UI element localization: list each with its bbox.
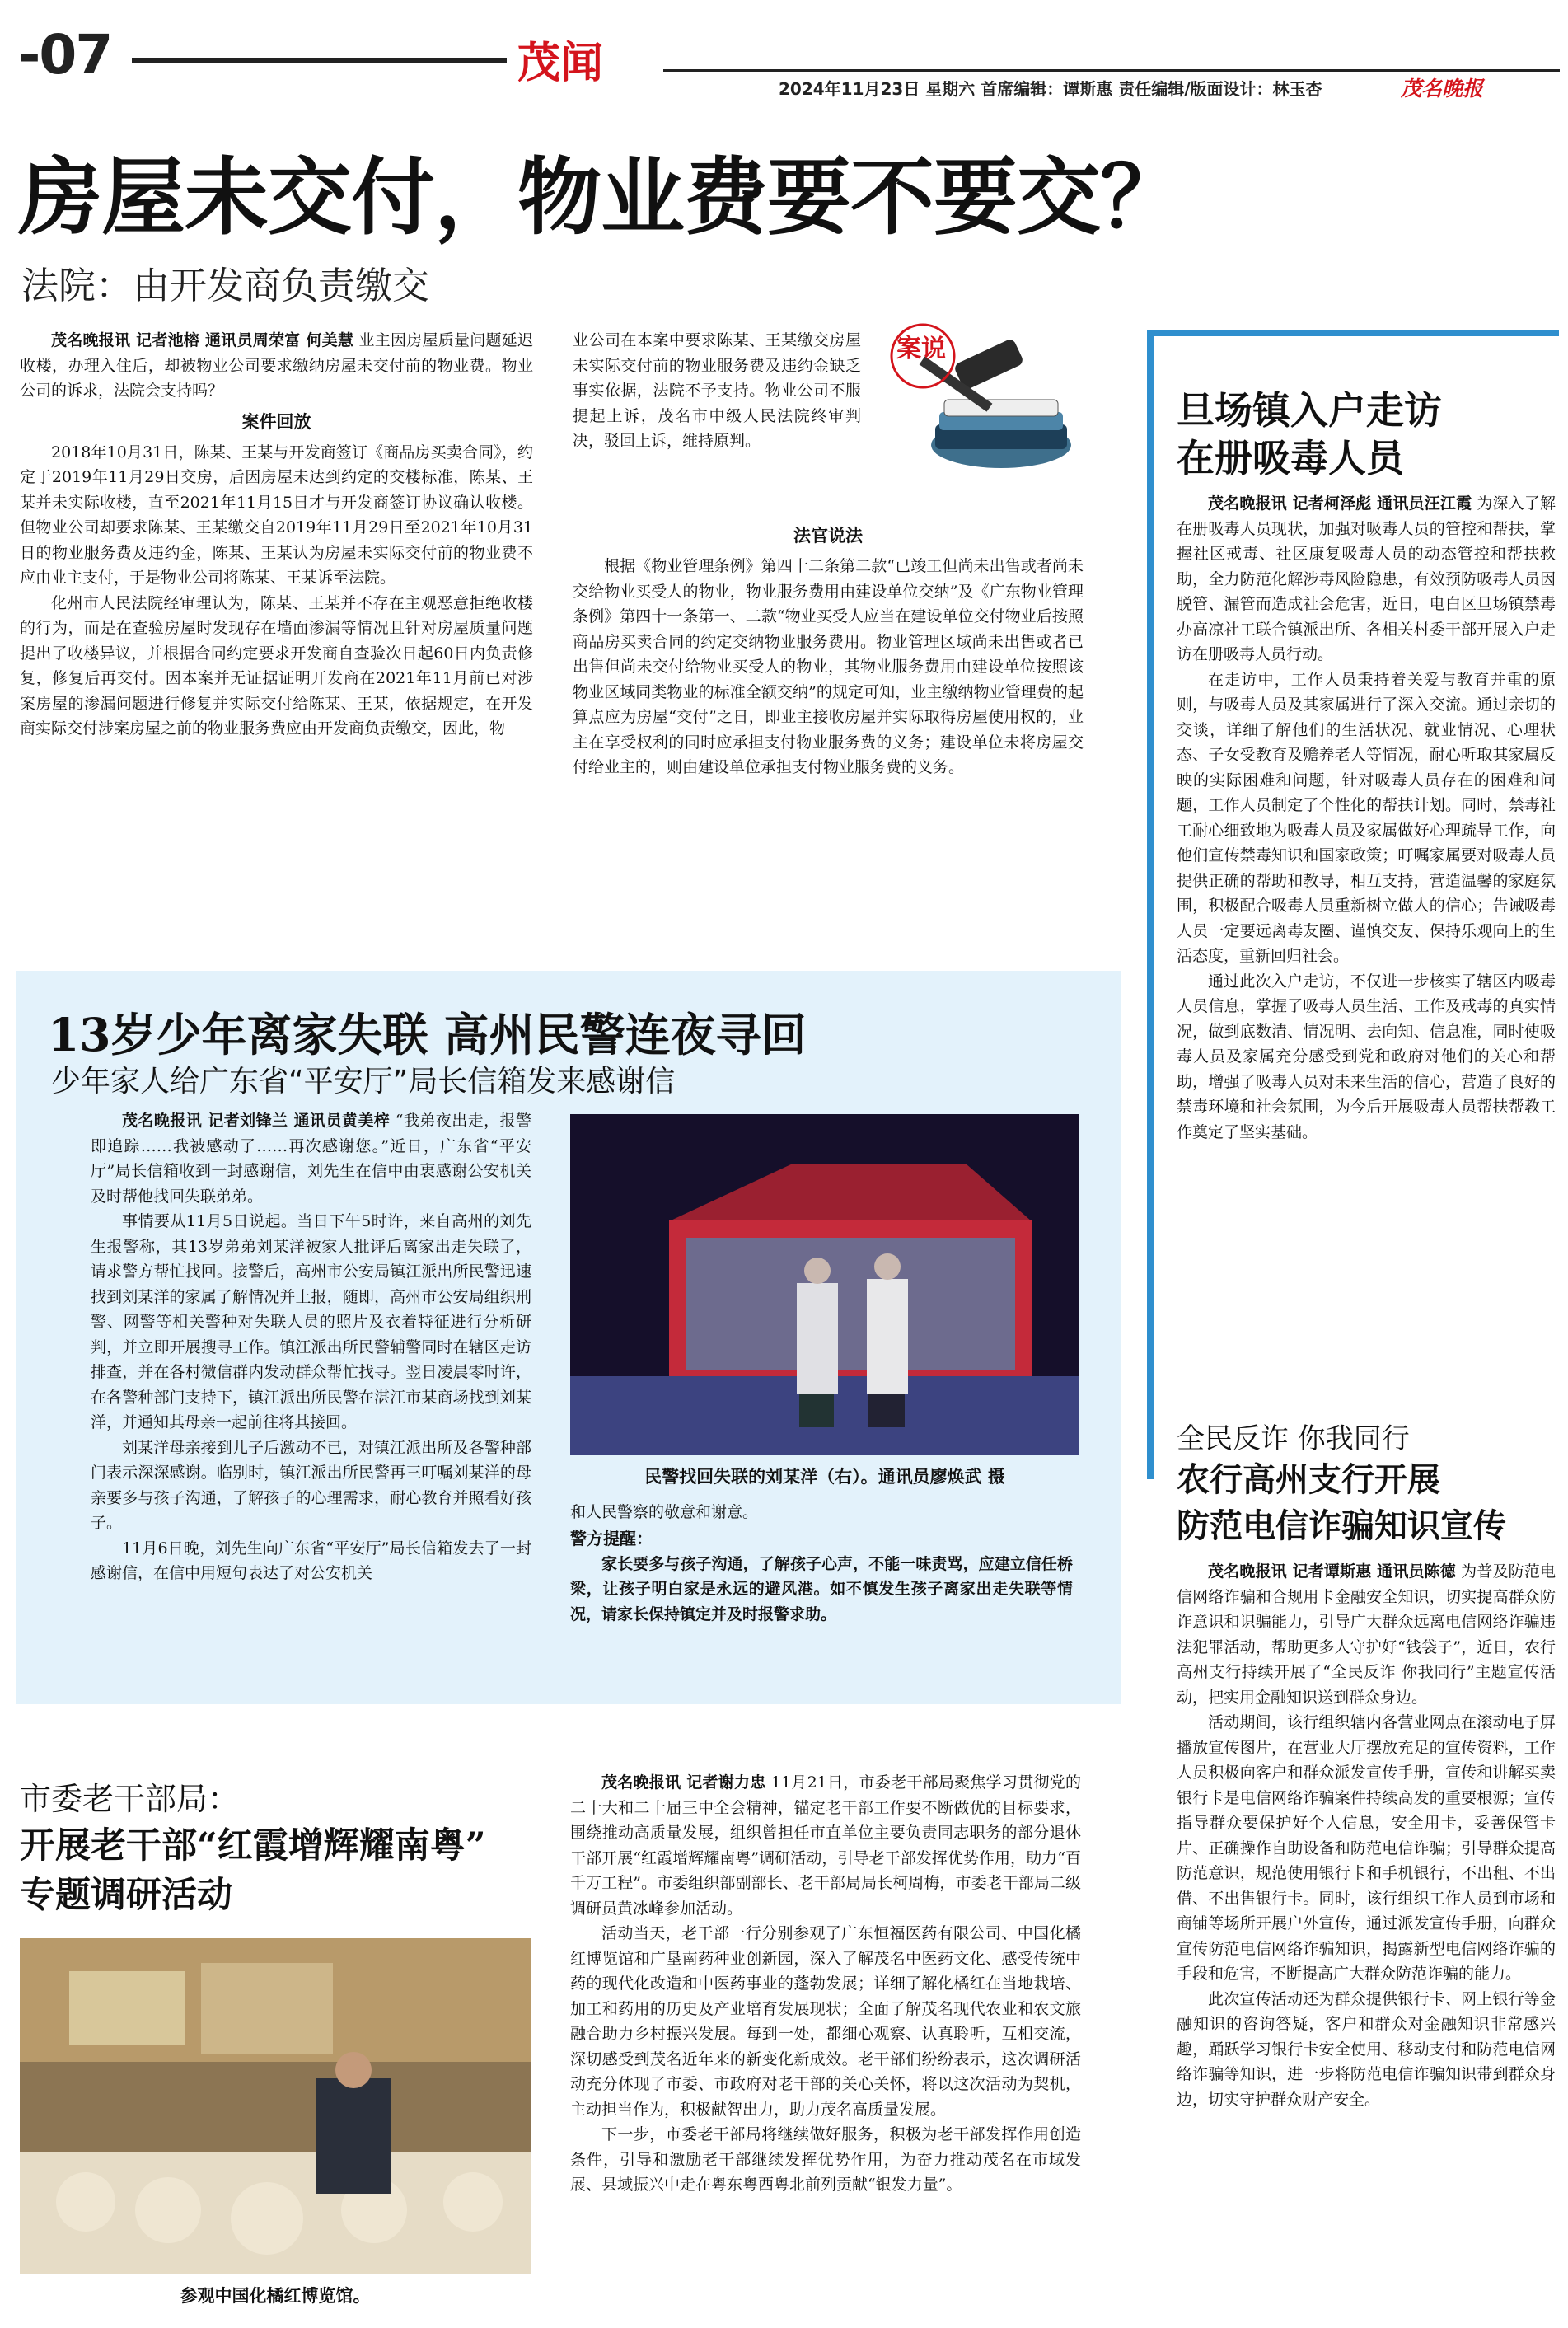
- lead-intro: 业主因房屋质量问题延迟收楼，办理入住后，却被物业公司要求缴纳房屋未交付前的物业费。物业公司的诉求，法院会支持吗？: [20, 331, 533, 400]
- judge-heading: 法官说法: [793, 526, 863, 546]
- fraud-p2: 活动期间，该行组织辖内各营业网点在滚动电子屏播放宣传图片，在营业大厅摆放充足的宣传资料，工作人员积极向客户和群众派发宣传手册，宣传和讲解买卖银行卡是电信网络诈骗案件持续高发的重要根源；宣传指导群众要保护好个人信息，安全用卡，妥善保管卡片、正确操作自助设备和防范电信诈骗；引导群众提高防范意识，规范使用银行卡和手机银行，不出租、不出借、不出售银行卡。同时，该行组织工作人员到市场和商铺等场所开展户外宣传，通过派发宣传手册，向群众宣传防范电信网络诈骗知识，揭露新型电信网络诈骗的手段和危害，不断提高广大群众防范诈骗的能力。: [1177, 1713, 1556, 1983]
- right-column-frame-top: [1147, 330, 1559, 336]
- fraud-title-1: 农行高州支行开展: [1177, 1460, 1440, 1499]
- lead-col1: [20, 328, 533, 742]
- veteran-p2: 活动当天，老干部一行分别参观了广东恒福医药有限公司、中国化橘红博览馆和广垦南药种业创新园，深入了解茂名中医药文化、感受传统中药的现代化改造和中医药事业的蓬勃发展；详细了解化橘红在当地栽培、加工和药用的历史及产业培育发展现状；全面了解茂名现代农业和农文旅融合助力乡村振兴发展。每到一处，都细心观察、认真聆听，互相交流，深切感受到茂名近年来的新变化新成效。老干部们纷纷表示，这次调研活动充分体现了市委、市政府对老干部的关心关怀，将以这次活动为契机，主动担当作为，积极献智出力，助力茂名高质量发展。: [570, 1924, 1081, 2119]
- missing-boy-col1: [91, 1108, 531, 1586]
- fraud-p3: 此次宣传活动还为群众提供银行卡、网上银行等金融知识的咨询答疑，客户和群众对金融知识非常感兴趣，踊跃学习银行卡安全使用、移动支付和防范电信网络诈骗等知识，进一步将防范电信诈骗知识带到群众身边，切实守护群众财产安全。: [1177, 1989, 1556, 2109]
- veteran-p1: 11月21日，市委老干部局聚焦学习贯彻党的二十大和二十届三中全会精神，锚定老干部工作要不断做优的目标要求，围绕推动高质量发展，组织曾担任市直单位主要负责同志职务的部分退休干部开展“红霞增辉耀南粤”调研活动，引导老干部发挥优势作用，助力“百千万工程”。市委组织部副部长、老干部局局长柯周梅，市委老干部局二级调研员黄冰峰参加活动。: [570, 1773, 1081, 1918]
- case-badge: 案说: [896, 335, 946, 363]
- veteran-photo-caption: 参观中国化橘红博览馆。: [180, 2286, 371, 2306]
- header-rule-left: [132, 58, 507, 63]
- veteran-p3: 下一步，市委老干部局将继续做好服务，积极为老干部发挥作用创造条件，引导和激励老干部继续发挥优势作用，为奋力推动茂名在市域发展、县域振兴中走在粤东粤西粤北前列贡献“银发力量”。: [570, 2125, 1081, 2194]
- lead-subtitle: 法院：由开发商负责缴交: [21, 264, 430, 307]
- dateline: 2024年11月23日 星期六 首席编辑：谭斯惠 责任编辑/版面设计：林玉杏: [779, 79, 1322, 99]
- drug-p3: 通过此次入户走访，不仅进一步核实了辖区内吸毒人员信息，掌握了吸毒人员生活、工作及戒毒的真实情况，做到底数清、情况明、去向知、信息准，同时使吸毒人员及家属充分感受到党和政府对他们的关心和帮助，增强了吸毒人员对未来生活的信心，营造了良好的禁毒环境和社会氛围，为今后开展吸毒人员帮扶帮教工作奠定了坚实基础。: [1177, 972, 1556, 1141]
- lead-p1: 2018年10月31日，陈某、王某与开发商签订《商品房买卖合同》，约定于2019年11月29日交房，后因房屋未达到约定的交楼标准，陈某、王某并未实际收楼，直至2021年11月15日才与开发商签订协议确认收楼。但物业公司却要求陈某、王某缴交自2019年11月29日至2021年10月31日的物业服务费及违约金，陈某、王某认为房屋未实际交付前的物业费不应由业主支付，于是物业公司将陈某、王某诉至法院。: [20, 443, 533, 587]
- drug-title-2: 在册吸毒人员: [1177, 436, 1404, 480]
- page-number: -07: [18, 23, 112, 87]
- lead-p2: 化州市人民法院经审理认为，陈某、王某并不存在主观恶意拒绝收楼的行为，而是在查验房屋时发现存在墙面渗漏等情况且针对房屋质量问题提出了收楼异议，并根据合同约定要求开发商自查验次日起60日内负责修复，修复后再交付。因本案并无证据证明开发商在2021年11月前已对涉案房屋的渗漏问题进行修复并实际交付给陈某、王某，依据规定，在开发商实际交付涉案房屋之前的物业服务费应由开发商负责缴交，因此，物: [20, 593, 533, 738]
- lead-col2-continued: 业公司在本案中要求陈某、王某缴交房屋未实际交付前的物业服务费及违约金缺乏事实依据，法院不予支持。物业公司不服提起上诉，茂名市中级人民法院终审判决，驳回上诉，维持原判。: [573, 331, 861, 450]
- museum-visit-image: [20, 1938, 531, 2274]
- drug-p1: 为深入了解在册吸毒人员现状，加强对吸毒人员的管控和帮扶，掌握社区戒毒、社区康复吸毒人员的动态管控和帮扶救助，全力防范化解涉毒风险隐患，有效预防吸毒人员因脱管、漏管而造成社会危害，近日，电白区旦场镇禁毒办高凉社工联合镇派出所、各相关村委干部开展入户走访在册吸毒人员行动。: [1177, 494, 1556, 663]
- missing-boy-photo-caption: 民警找回失联的刘某洋（右）。通讯员廖焕武 摄: [644, 1467, 1005, 1487]
- lead-col2-top: [573, 328, 861, 454]
- fraud-byline: 茂名晚报讯 记者谭斯惠 通讯员陈德: [1208, 1562, 1456, 1581]
- judge-p1: 根据《物业管理条例》第四十二条第二款“已竣工但尚未出售或者尚未交给物业买受人的物业，物业服务费用由建设单位交纳”及《广东物业管理条例》第四十一条第一、二款“物业买受人应当在建设单位交付物业后按照商品房买卖合同的约定交纳物业服务费用。物业管理区域尚未出售或者已出售但尚未交付给物业买受人的物业，其物业服务费用由建设单位按照该物业区域同类物业的标准全额交纳”的规定可知，业主缴纳物业管理费的起算点应为房屋“交付”之日，即业主接收房屋并实际取得房屋使用权的，业主在享受权利的同时应承担支付物业服务费的义务；建设单位未将房屋交付给业主的，则由建设单位承担支付物业服务费的义务。: [573, 557, 1084, 776]
- drug-title-1: 旦场镇入户走访: [1177, 388, 1442, 433]
- missing-boy-p5: 和人民警察的敬意和谢意。: [570, 1503, 759, 1521]
- lead-title: 房屋未交付，物业费要不要交？: [18, 148, 1183, 247]
- right-column-frame: [1147, 330, 1154, 1479]
- fraud-body: [1177, 1559, 1556, 2112]
- veteran-body: [570, 1770, 1081, 2198]
- veteran-title-2: 专题调研活动: [20, 1875, 232, 1916]
- drug-p2: 在走访中，工作人员秉持着关爱与教育并重的原则，与吸毒人员及其家属进行了深入交流。通过亲切的交谈，详细了解他们的生活状况、就业情况、心理状态、子女受教育及赡养老人等情况，耐心听取其家属反映的实际困难和问题，针对吸毒人员存在的困难和问题，工作人员制定了个性化的帮扶计划。同时，禁毒社工耐心细致地为吸毒人员及家属做好心理疏导工作，向他们宣传禁毒知识和国家政策；叮嘱家属要对吸毒人员提供正确的帮助和教导，相互支持，营造温馨的家庭氛围，积极配合吸毒人员重新树立做人的信心；告诫吸毒人员一定要远离毒友圈、谨慎交友、保持乐观向上的生活态度，重新回归社会。: [1177, 670, 1556, 965]
- lead-col2: [573, 518, 1084, 780]
- brand-logo: 茂名晚报: [1401, 77, 1484, 101]
- night-scene-image: [570, 1114, 1079, 1455]
- veteran-title-1: 开展老干部“红霞增辉耀南粤”: [20, 1825, 486, 1867]
- missing-boy-p2: 事情要从11月5日说起。当日下午5时许，来自高州的刘先生报警称，其13岁弟弟刘某洋被家人批评后离家出走失联了，请求警方帮忙找回。接警后，高州市公安局镇江派出所民警迅速找到刘某洋的家属了解情况并上报，随即，高州市公安局组织刑警、网警等相关警种对失联人员的照片及衣着特征进行分析研判，并立即开展搜寻工作。镇江派出所民警辅警同时在辖区走访排查，并在各村微信群内发动群众帮忙找寻。翌日凌晨零时许，在各警种部门支持下，镇江派出所民警在湛江市某商场找到刘某洋，并通知其母亲一起前往将其接回。: [91, 1212, 531, 1431]
- fraud-title-2: 防范电信诈骗知识宣传: [1177, 1506, 1506, 1545]
- veteran-byline: 茂名晚报讯 记者谢力忠: [601, 1773, 766, 1792]
- drug-byline: 茂名晚报讯 记者柯泽彪 通讯员汪江霞: [1208, 494, 1472, 513]
- missing-boy-byline: 茂名晚报讯 记者刘锋兰 通讯员黄美梓: [122, 1112, 391, 1130]
- fraud-p1: 为普及防范电信网络诈骗和合规用卡金融安全知识，切实提高群众防诈意识和识骗能力，引导广大群众远离电信网络诈骗违法犯罪活动，帮助更多人守护好“钱袋子”，近日，农行高州支行持续开展了“全民反诈 你我同行”主题宣传活动，把实用金融知识送到群众身边。: [1177, 1562, 1556, 1707]
- fraud-kicker: 全民反诈 你我同行: [1177, 1422, 1410, 1455]
- gavel-book-illustration: [890, 321, 1079, 503]
- veteran-photo: [20, 1938, 531, 2274]
- header-rule-right: [663, 69, 1560, 72]
- missing-boy-p1: “我弟夜出走，报警即追踪……我被感动了……再次感谢您。”近日，广东省“平安厅”局长信箱收到一封感谢信，刘先生在信中由衷感谢公安机关及时帮他找回失联弟弟。: [91, 1112, 531, 1206]
- missing-boy-p3: 刘某洋母亲接到儿子后激动不已，对镇江派出所及各警种部门表示深深感谢。临别时，镇江派出所民警再三叮嘱刘某洋的母亲要多与孩子沟通，了解孩子的心理需求，耐心教育并照看好孩子。: [91, 1438, 531, 1532]
- drug-body: [1177, 491, 1556, 1145]
- section-name: 茂闻: [517, 38, 604, 88]
- lead-byline: 茂名晚报讯 记者池榕 通讯员周荣富 何美慧: [51, 331, 354, 349]
- missing-boy-p4: 11月6日晚，刘先生向广东省“平安厅”局长信箱发去了一封感谢信，在信中用短句表达了对公安机关: [91, 1539, 531, 1582]
- missing-boy-subtitle: 少年家人给广东省“平安厅”局长信箱发来感谢信: [51, 1065, 676, 1098]
- police-tip-heading: 警方提醒：: [570, 1528, 653, 1548]
- missing-boy-photo: [570, 1114, 1079, 1455]
- missing-boy-col2: [570, 1500, 1073, 1627]
- police-tip-text: 家长要多与孩子沟通，了解孩子心声，不能一味责骂，应建立信任桥梁，让孩子明白家是永远的避风港。如不慎发生孩子离家出走失联等情况，请家长保持镇定并及时报警求助。: [570, 1554, 1073, 1623]
- case-heading: 案件回放: [241, 411, 311, 432]
- veteran-kicker: 市委老干部局：: [20, 1781, 240, 1817]
- missing-boy-title: 13岁少年离家失联 高州民警连夜寻回: [48, 1008, 807, 1061]
